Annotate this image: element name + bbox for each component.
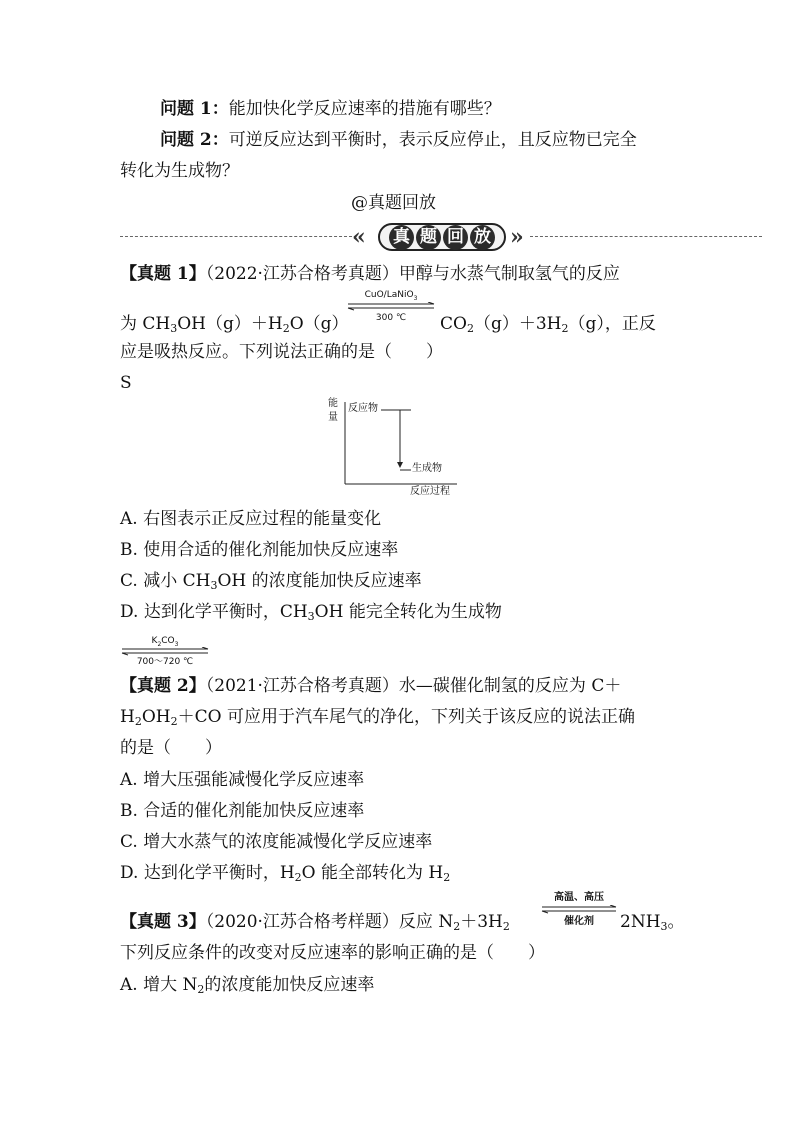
- equation-text: OH: [141, 707, 171, 727]
- reactant-label: 反应物: [348, 403, 378, 414]
- equilibrium-arrow-icon: [346, 302, 436, 312]
- subscript: 3: [307, 610, 315, 623]
- question-2-continued: 转化为生成物？: [120, 161, 239, 181]
- subscript: 2: [561, 322, 569, 335]
- subscript: 3: [660, 920, 668, 933]
- subscript: 2: [443, 871, 451, 884]
- equation-text: OH（g）＋H: [177, 314, 283, 334]
- double-chevron-left-icon: «: [352, 224, 366, 250]
- q1-option-c: [120, 570, 422, 592]
- section-banner: [352, 222, 530, 252]
- option-text: D. 达到化学平衡时，CH: [120, 602, 308, 622]
- equation-text: ＋CO 可应用于汽车尾气的净化，下列关于该反应的说法正确: [177, 707, 635, 727]
- question-2: [160, 129, 637, 151]
- banner-char: 回: [443, 225, 468, 250]
- option-text: OH 的浓度能加快反应速率: [217, 571, 422, 591]
- equation-text: 为 CH: [120, 314, 171, 334]
- q2-option-a: A. 增大压强能减慢化学反应速率: [120, 770, 365, 790]
- option-text: 的浓度能加快反应速率: [204, 975, 375, 995]
- q1-line-1: [120, 263, 620, 285]
- equation-text: 。: [667, 912, 685, 932]
- option-text: D. 达到化学平衡时，H: [120, 863, 295, 883]
- q2-option-c: C. 增大水蒸气的浓度能减慢化学反应速率: [120, 832, 433, 852]
- stray-letter: S: [120, 373, 132, 393]
- subscript: 2: [157, 641, 162, 648]
- q1-equation-right: [440, 313, 656, 335]
- subscript: 2: [294, 871, 302, 884]
- q1-stem-start: 甲醇与水蒸气制取氢气的反应: [398, 264, 620, 284]
- subscript: 3: [210, 579, 218, 592]
- question-2-text: 可逆反应达到平衡时，表示反应停止，且反应物已完全: [228, 130, 637, 150]
- double-chevron-right-icon: »: [510, 224, 524, 250]
- banner-divider-right: [530, 236, 762, 237]
- equation-text: （g）＋3H: [473, 314, 562, 334]
- subscript: 2: [134, 715, 142, 728]
- equation-text: O（g）: [289, 314, 349, 334]
- q2-option-d: [120, 862, 450, 884]
- arrow-label: CuO/LaNiO: [364, 290, 414, 300]
- energy-axis-label-1: 能: [328, 398, 338, 409]
- q3-label: 【真题 3】: [120, 912, 206, 932]
- question-2-label: 问题 2：: [160, 130, 229, 150]
- equation-text: ＋3H: [460, 912, 503, 932]
- equation-text: H: [120, 707, 135, 727]
- arrow-label: CO: [161, 636, 175, 646]
- question-1-text: 能加快化学反应速率的措施有哪些？: [228, 99, 501, 119]
- reaction-progress-label: 反应过程: [410, 486, 450, 497]
- q1-option-a: A. 右图表示正反应过程的能量变化: [120, 509, 382, 529]
- q2-reaction-arrow: [120, 636, 210, 672]
- q2-line-3: 的是（ ）: [120, 738, 222, 758]
- equilibrium-arrow-icon: [120, 647, 210, 657]
- equation-text: CO: [440, 314, 467, 334]
- banner-divider-left: [120, 236, 352, 237]
- equilibrium-arrow-icon: [540, 905, 618, 915]
- subscript: 2: [466, 322, 474, 335]
- subscript: 3: [413, 295, 418, 302]
- equation-text: 反应 N: [398, 912, 454, 932]
- energy-diagram: [325, 396, 470, 501]
- subscript: 2: [502, 920, 510, 933]
- subscript: 2: [453, 920, 461, 933]
- question-1: [160, 98, 501, 120]
- q3-line-2: 下列反应条件的改变对反应速率的影响正确的是（ ）: [120, 943, 545, 963]
- option-text: A. 增大 N: [120, 975, 198, 995]
- q3-reaction-arrow: [540, 892, 618, 930]
- subscript: 2: [282, 322, 290, 335]
- q1-option-b: B. 使用合适的催化剂能加快反应速率: [120, 540, 399, 560]
- q1-arrow-temperature: 300 ℃: [375, 313, 407, 323]
- arrow-label: K: [151, 636, 158, 646]
- q1-option-d: [120, 601, 502, 623]
- q2-line-2: [120, 706, 635, 728]
- q2-stem-start: 水—碳催化制氢的反应为 C＋: [398, 676, 622, 696]
- banner-pill: [378, 223, 506, 251]
- subscript: 3: [174, 641, 179, 648]
- q2-line-1: [120, 675, 621, 697]
- q1-reaction-arrow: [346, 290, 436, 330]
- section-caption: @真题回放: [351, 193, 436, 213]
- q3-arrow-catalyst: 催化剂: [564, 916, 594, 927]
- q1-line-3: 应是吸热反应。下列说法正确的是（ ）: [120, 342, 443, 362]
- energy-axis-label-2: 量: [328, 412, 338, 423]
- q3-option-a: [120, 974, 374, 996]
- q3-arrow-conditions: 高温、高压: [554, 892, 604, 903]
- q1-label: 【真题 1】: [120, 264, 206, 284]
- q1-equation-left: [120, 313, 349, 335]
- q3-line-1-right: [620, 911, 685, 933]
- option-text: OH 能完全转化为生成物: [314, 602, 502, 622]
- q2-option-b: B. 合适的催化剂能加快反应速率: [120, 801, 365, 821]
- q2-arrow-temperature: 700～720 ℃: [136, 657, 194, 667]
- option-text: C. 减小 CH: [120, 571, 211, 591]
- q3-line-1-left: [120, 911, 510, 933]
- product-label: 生成物: [412, 463, 442, 474]
- subscript: 3: [170, 322, 178, 335]
- question-1-label: 问题 1：: [160, 99, 229, 119]
- q2-label: 【真题 2】: [120, 676, 206, 696]
- banner-char: 放: [470, 225, 495, 250]
- banner-char: 题: [416, 225, 441, 250]
- equation-text: （g），正反: [568, 314, 656, 334]
- q1-arrow-catalyst: [346, 290, 436, 301]
- banner-char: 真: [389, 225, 414, 250]
- subscript: 2: [170, 715, 178, 728]
- q2-source: （2021·江苏合格考真题）: [205, 676, 399, 696]
- equation-text: 2NH: [620, 912, 661, 932]
- q1-source: （2022·江苏合格考真题）: [205, 264, 399, 284]
- q3-source: （2020·江苏合格考样题）: [205, 912, 399, 932]
- subscript: 2: [197, 983, 205, 996]
- q2-arrow-catalyst: [120, 636, 210, 647]
- option-text: O 能全部转化为 H: [301, 863, 444, 883]
